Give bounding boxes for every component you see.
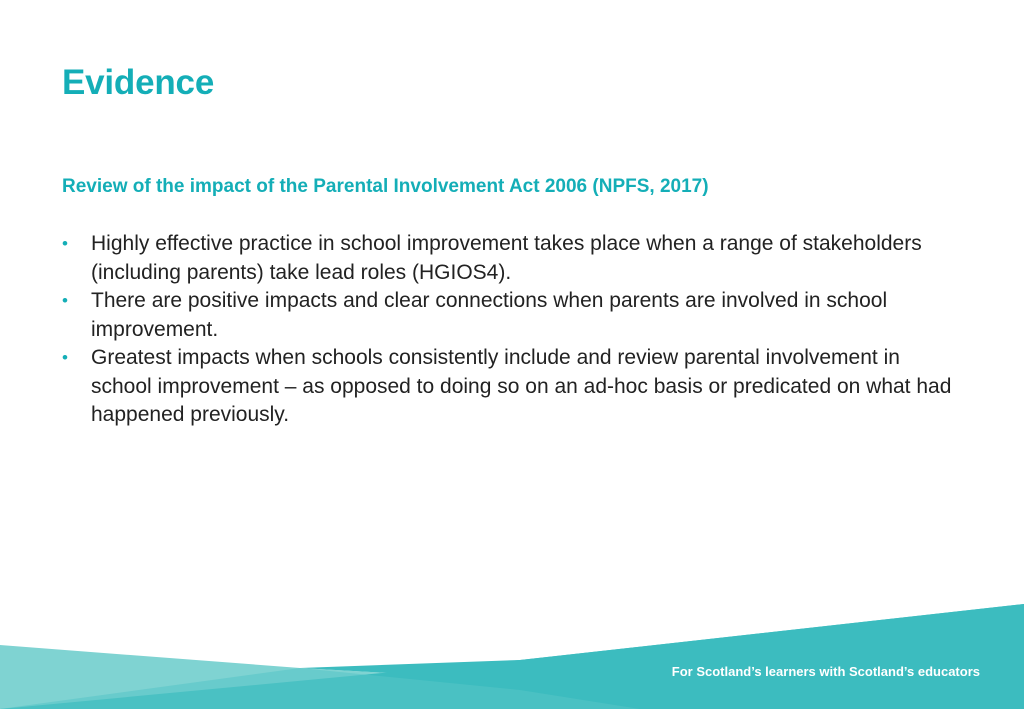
slide-title: Evidence [62, 63, 215, 102]
bullet-text: Highly effective practice in school improvement takes place when a range of stakeholders (including parents) take lead roles (HGIOS4). [91, 232, 922, 284]
bullet-icon: • [62, 234, 68, 253]
footer-tagline: For Scotland’s learners with Scotland’s educators [671, 664, 980, 679]
bullet-icon: • [62, 348, 68, 367]
slide-subtitle: Review of the impact of the Parental Involvement Act 2006 (NPFS, 2017) [62, 176, 709, 197]
bullet-text: Greatest impacts when schools consistently include and review parental involvement in school improvement – as opposed to doing so on an ad-hoc basis or predicated on what had happened previously. [91, 346, 952, 426]
bullet-text: There are positive impacts and clear connections when parents are involved in school improvement. [91, 289, 888, 341]
bullet-icon: • [62, 291, 68, 310]
